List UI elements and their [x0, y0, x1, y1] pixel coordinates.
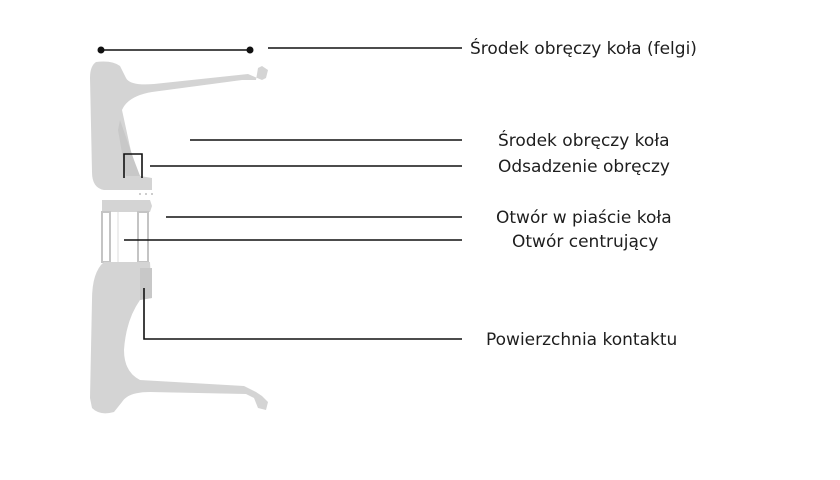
label-rim-offset: Odsadzenie obręczy: [498, 157, 670, 177]
rim-lower-body: [90, 262, 268, 413]
hub-hole-outer: [102, 212, 110, 262]
label-contact-surface: Powierzchnia kontaktu: [486, 330, 678, 350]
label-center-bore: Otwór centrujący: [512, 232, 659, 252]
annotation-labels: [470, 37, 697, 350]
rim-hub-section: [102, 193, 153, 262]
gap-dot: [151, 193, 153, 195]
hub-hole-inner: [138, 212, 148, 262]
dimension-endpoint-left: [98, 47, 105, 54]
dimension-endpoint-right: [247, 47, 254, 54]
rim-lower-shade: [140, 268, 152, 300]
gap-dot: [139, 193, 141, 195]
gap-dot: [145, 193, 147, 195]
annotation-lines: [101, 48, 462, 339]
rim-profile-lower: [90, 262, 268, 413]
label-rim-center-felgi: Środek obręczy koła (felgi): [470, 39, 697, 59]
label-rim-center: Środek obręczy koła: [498, 131, 670, 151]
rim-upper-body: [90, 62, 268, 191]
label-hub-hole: Otwór w piaście koła: [496, 208, 672, 228]
rim-profile-upper: [90, 62, 268, 191]
hub-mounting-flange: [102, 200, 152, 212]
leader-contact-surface: [144, 288, 462, 339]
